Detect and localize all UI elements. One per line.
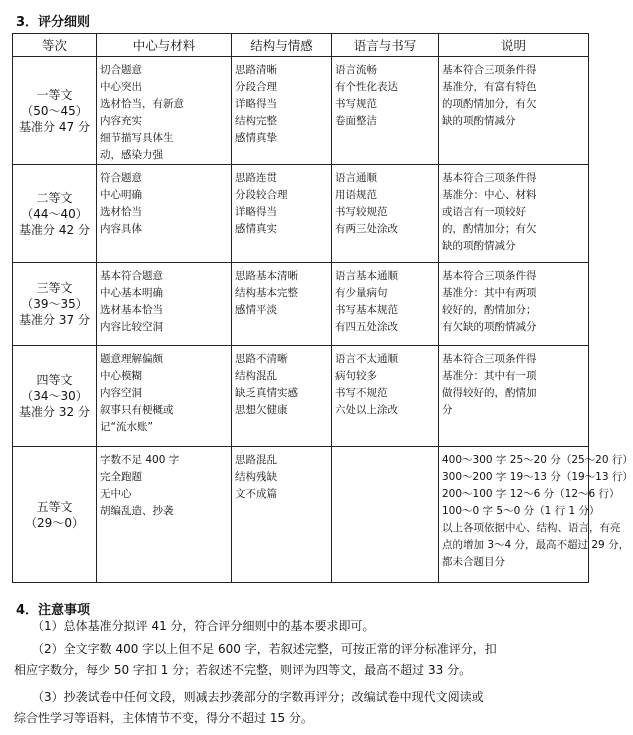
criteria-line: 六处以上涂改 <box>335 404 398 416</box>
criteria-line: 基准分：其中有一项 <box>442 370 537 382</box>
criteria-cell <box>97 447 232 583</box>
criteria-line: 用语规范 <box>335 189 377 201</box>
grade-line: 基准分 47 分 <box>19 119 90 134</box>
criteria-line: 基准分，有富有特色 <box>442 81 537 93</box>
criteria-line: 300～200 字 19～13 分（19～13 行） <box>442 471 633 483</box>
criteria-line: 基本符合三项条件得 <box>442 353 537 365</box>
note-1: （1）总体基准分拟评 41 分，符合评分细则中的基本要求即可。 <box>32 619 375 633</box>
criteria-line: 病句较多 <box>335 370 377 382</box>
criteria-line: 语言通顺 <box>335 172 377 184</box>
criteria-line: 感情平淡 <box>235 304 277 316</box>
criteria-cell <box>97 57 232 165</box>
criteria-line: 分段较合理 <box>235 189 288 201</box>
criteria-line: 字数不足 400 字 <box>100 454 180 466</box>
header-notes: 说明 <box>439 34 589 57</box>
header-grade: 等次 <box>13 34 97 57</box>
grade-line: （29～0） <box>25 515 84 530</box>
criteria-line: 思路基本清晰 <box>235 270 298 282</box>
grade-line: （44～40） <box>21 206 88 221</box>
criteria-line: 中心模糊 <box>100 370 142 382</box>
criteria-line: 题意理解偏颇 <box>100 353 163 365</box>
scoring-rubric-table <box>12 33 633 583</box>
criteria-cell <box>232 346 332 447</box>
criteria-cell <box>232 263 332 346</box>
note-2-line-2: 相应字数分，每少 50 字扣 1 分；若叙述不完整，则评为四等文，最高不超过 33 分。 <box>14 663 472 677</box>
criteria-cell <box>332 447 439 583</box>
criteria-line: 有欠缺的项酌情减分 <box>442 321 537 333</box>
criteria-cell <box>332 57 439 165</box>
criteria-line: 符合题意 <box>100 172 142 184</box>
grade-cell <box>13 165 97 263</box>
criteria-line: 思路混乱 <box>235 454 277 466</box>
criteria-cell <box>97 263 232 346</box>
criteria-line: 语言流畅 <box>335 64 377 76</box>
criteria-line: 叙事只有梗概或 <box>100 404 174 416</box>
note-3-line-2: 综合性学习等语料，主体情节不变，得分不超过 15 分。 <box>14 711 313 725</box>
grade-cell <box>13 263 97 346</box>
header-content-material: 中心与材料 <box>97 34 232 57</box>
criteria-cell <box>439 165 589 263</box>
grade-line: 五等文 <box>36 499 73 514</box>
criteria-line: 缺的项酌情减分 <box>442 115 516 127</box>
criteria-line: 都未合题目分 <box>442 556 505 568</box>
criteria-cell <box>97 346 232 447</box>
criteria-line: 记“流水账” <box>100 421 153 433</box>
criteria-line: 完全跑题 <box>100 471 142 483</box>
criteria-cell <box>97 165 232 263</box>
criteria-line: 详略得当 <box>235 206 277 218</box>
table-header-row <box>13 34 589 57</box>
grade-line: 三等文 <box>36 281 73 295</box>
table-row <box>13 263 589 346</box>
grade-line: 基准分 37 分 <box>19 313 90 327</box>
grade-line: （34～30） <box>21 389 88 403</box>
criteria-line: 无中心 <box>100 488 132 500</box>
table-row <box>13 447 589 583</box>
criteria-line: 200～100 字 12～6 分（12～6 行） <box>442 488 620 500</box>
header-language-writing: 语言与书写 <box>332 34 439 57</box>
criteria-line: 语言基本通顺 <box>335 270 398 282</box>
header-structure-emotion: 结构与情感 <box>232 34 332 57</box>
criteria-line: 分段合理 <box>235 81 277 93</box>
criteria-line: 缺乏真情实感 <box>235 387 298 399</box>
section-3-title: 3．评分细则 <box>16 15 91 30</box>
criteria-cell <box>332 346 439 447</box>
criteria-cell <box>332 165 439 263</box>
note-2-line-1: （2）全文字数 400 字以上但不足 600 字，若叙述完整，可按正常的评分标准评分，扣 <box>32 642 497 656</box>
criteria-line: 感情真挚 <box>235 132 277 144</box>
grade-cell <box>13 346 97 447</box>
criteria-cell <box>439 263 589 346</box>
grade-line: 基准分 42 分 <box>19 222 90 237</box>
criteria-line: 书写基本规范 <box>335 304 398 316</box>
criteria-cell <box>439 447 633 583</box>
criteria-line: 动，感染力强 <box>100 149 163 161</box>
criteria-line: 有四五处涂改 <box>335 321 398 333</box>
criteria-line: 结构基本完整 <box>235 287 298 299</box>
grade-line: 四等文 <box>36 373 73 387</box>
criteria-line: 切合题意 <box>100 64 142 76</box>
criteria-line: 书写较规范 <box>335 206 388 218</box>
criteria-line: 基本符合三项条件得 <box>442 270 537 282</box>
criteria-line: 思路清晰 <box>235 64 277 76</box>
criteria-line: 基本符合题意 <box>100 270 163 282</box>
criteria-line: 有少量病句 <box>335 287 388 299</box>
table-row <box>13 346 589 447</box>
criteria-cell <box>232 447 332 583</box>
grade-line: （50～45） <box>21 103 88 118</box>
grade-line: 二等文 <box>36 190 73 205</box>
criteria-line: 有个性化表达 <box>335 81 398 93</box>
criteria-line: 内容充实 <box>100 115 142 127</box>
criteria-line: 选材恰当，有新意 <box>100 98 184 110</box>
note-3-line-1: （3）抄袭试卷中任何文段，则减去抄袭部分的字数再评分；改编试卷中现代文阅读或 <box>32 690 484 704</box>
criteria-line: 分 <box>442 404 453 416</box>
criteria-line: 胡编乱造、抄袭 <box>100 505 174 517</box>
criteria-line: 细节描写具体生 <box>100 132 174 144</box>
criteria-line: 100～0 字 5～0 分（1 行 1 分） <box>442 505 600 517</box>
criteria-cell <box>439 57 589 165</box>
criteria-line: 的项酌情加分，有欠 <box>442 98 537 110</box>
criteria-cell <box>232 165 332 263</box>
criteria-line: 中心明确 <box>100 189 142 201</box>
criteria-line: 做得较好的，酌情加 <box>442 387 537 399</box>
criteria-line: 内容比较空洞 <box>100 321 163 333</box>
criteria-line: 有两三处涂改 <box>335 223 398 235</box>
criteria-line: 选材基本恰当 <box>100 304 163 316</box>
criteria-line: 书写规范 <box>335 98 377 110</box>
criteria-line: 内容空洞 <box>100 387 142 399</box>
criteria-line: 结构残缺 <box>235 471 277 483</box>
table-row <box>13 57 589 165</box>
criteria-line: 内容具体 <box>100 223 142 235</box>
criteria-line: 或语言有一项较好 <box>442 206 526 218</box>
criteria-line: 基准分：中心、材料 <box>442 189 537 201</box>
criteria-cell <box>232 57 332 165</box>
criteria-line: 思路连贯 <box>235 172 277 184</box>
criteria-line: 基本符合三项条件得 <box>442 172 537 184</box>
grade-cell <box>13 447 97 583</box>
criteria-line: 中心突出 <box>100 81 142 93</box>
criteria-line: 基准分：其中有两项 <box>442 287 537 299</box>
grade-line: 一等文 <box>36 87 73 102</box>
criteria-line: 缺的项酌情减分 <box>442 240 516 252</box>
criteria-cell <box>439 346 589 447</box>
criteria-line: 选材恰当 <box>100 206 142 218</box>
table-row <box>13 165 589 263</box>
section-4-title: 4．注意事项 <box>16 603 91 618</box>
criteria-line: 思路不清晰 <box>235 353 288 365</box>
criteria-cell <box>332 263 439 346</box>
criteria-line: 感情真实 <box>235 223 277 235</box>
criteria-line: 思想欠健康 <box>235 404 288 416</box>
criteria-line: 结构混乱 <box>235 370 277 382</box>
criteria-line: 400～300 字 25～20 分（25～20 行） <box>442 454 633 466</box>
grade-cell <box>13 57 97 165</box>
criteria-line: 详略得当 <box>235 98 277 110</box>
criteria-line: 卷面整洁 <box>335 115 377 127</box>
criteria-line: 语言不太通顺 <box>335 353 398 365</box>
criteria-line: 中心基本明确 <box>100 287 163 299</box>
grade-line: （39～35） <box>21 297 88 311</box>
grade-line: 基准分 32 分 <box>19 405 90 419</box>
criteria-line: 点的增加 3～4 分，最高不超过 29 分， <box>442 539 630 551</box>
criteria-line: 基本符合三项条件得 <box>442 64 537 76</box>
criteria-line: 较好的，酌情加分； <box>442 304 537 316</box>
criteria-line: 书写不规范 <box>335 387 388 399</box>
criteria-line: 结构完整 <box>235 115 277 127</box>
criteria-line: 的，酌情加分；有欠 <box>442 223 537 235</box>
criteria-line: 以上各项依据中心、结构、语言，有亮 <box>442 522 621 534</box>
criteria-line: 文不成篇 <box>235 488 277 500</box>
